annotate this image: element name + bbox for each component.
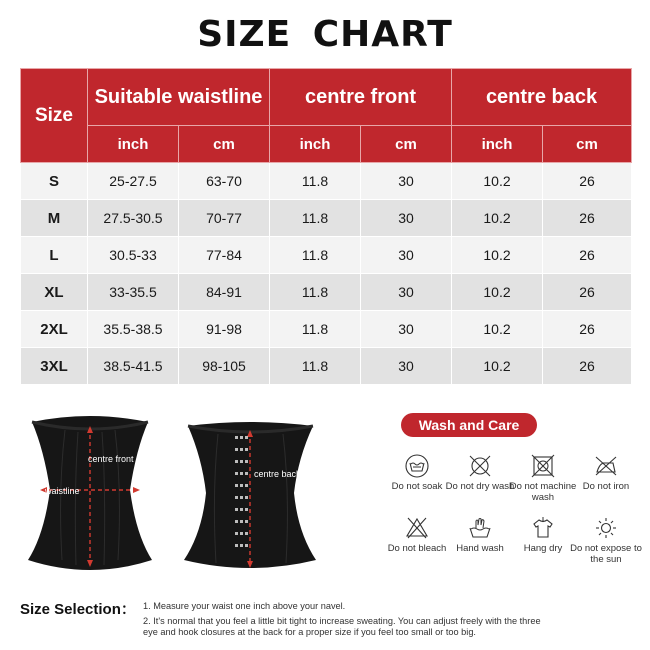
table-cell: 27.5-30.5 xyxy=(88,200,179,237)
table-cell: 11.8 xyxy=(270,163,361,200)
care-label: Hang dry xyxy=(523,543,563,554)
size-selection-title: Size Selection： xyxy=(20,601,136,618)
table-cell: 26 xyxy=(543,348,632,385)
centre-back-header: centre back xyxy=(452,69,632,126)
table-cell: 11.8 xyxy=(270,200,361,237)
size-cell: L xyxy=(21,237,88,274)
selection-note-1: 1. Measure your waist one inch above your navel. xyxy=(143,601,346,611)
table-row xyxy=(21,237,632,274)
table-cell: 35.5-38.5 xyxy=(88,311,179,348)
table-cell: 26 xyxy=(543,200,632,237)
table-cell: 30 xyxy=(361,311,452,348)
table-cell: 10.2 xyxy=(452,311,543,348)
table-cell: 25-27.5 xyxy=(88,163,179,200)
size-cell: M xyxy=(21,200,88,237)
back-garment-illustration xyxy=(178,418,323,578)
care-label: Do not dry wash xyxy=(445,481,515,492)
size-header: Size xyxy=(21,69,88,163)
table-cell: 30 xyxy=(361,237,452,274)
no-dry-wash-icon xyxy=(467,454,493,478)
waistline-label: waistline xyxy=(45,486,80,496)
care-label: Do not iron xyxy=(582,481,630,492)
table-cell: 91-98 xyxy=(179,311,270,348)
care-label: Do not expose to the sun xyxy=(570,543,642,565)
table-row xyxy=(21,200,632,237)
waistline-header: Suitable waistline xyxy=(88,69,270,126)
size-cell: XL xyxy=(21,274,88,311)
table-cell: 10.2 xyxy=(452,200,543,237)
table-cell: 30 xyxy=(361,274,452,311)
no-sun-icon xyxy=(593,516,619,540)
page-title: SIZE CHART xyxy=(197,14,453,55)
table-cell: 11.8 xyxy=(270,311,361,348)
table-cell: 26 xyxy=(543,163,632,200)
unit-header: inch xyxy=(452,126,543,163)
table-row xyxy=(21,348,632,385)
table-cell: 63-70 xyxy=(179,163,270,200)
wash-care-badge: Wash and Care xyxy=(401,413,537,437)
unit-header: inch xyxy=(88,126,179,163)
size-table-body xyxy=(21,163,632,385)
table-cell: 30.5-33 xyxy=(88,237,179,274)
table-cell: 70-77 xyxy=(179,200,270,237)
care-item-no-sun xyxy=(566,516,646,565)
table-cell: 30 xyxy=(361,200,452,237)
centre-front-label: centre front xyxy=(88,454,134,464)
table-row xyxy=(21,274,632,311)
unit-header: cm xyxy=(179,126,270,163)
hang-dry-icon xyxy=(530,516,556,540)
size-cell: 3XL xyxy=(21,348,88,385)
no-machine-wash-icon xyxy=(530,454,556,478)
no-soak-icon xyxy=(404,454,430,478)
table-cell: 10.2 xyxy=(452,348,543,385)
no-bleach-icon xyxy=(404,516,430,540)
size-cell: S xyxy=(21,163,88,200)
table-cell: 30 xyxy=(361,348,452,385)
care-label: Do not machine wash xyxy=(509,481,577,503)
size-chart-table xyxy=(20,68,632,385)
table-cell: 26 xyxy=(543,237,632,274)
table-cell: 33-35.5 xyxy=(88,274,179,311)
table-cell: 11.8 xyxy=(270,348,361,385)
table-cell: 11.8 xyxy=(270,274,361,311)
no-iron-icon xyxy=(593,454,619,478)
table-row xyxy=(21,311,632,348)
table-cell: 11.8 xyxy=(270,237,361,274)
unit-header: cm xyxy=(361,126,452,163)
size-cell: 2XL xyxy=(21,311,88,348)
table-row xyxy=(21,163,632,200)
table-cell: 98-105 xyxy=(179,348,270,385)
table-cell: 30 xyxy=(361,163,452,200)
table-cell: 10.2 xyxy=(452,237,543,274)
size-selection-notes xyxy=(143,601,543,639)
unit-header: cm xyxy=(543,126,632,163)
table-cell: 84-91 xyxy=(179,274,270,311)
care-item-no-iron xyxy=(566,454,646,492)
unit-header: inch xyxy=(270,126,361,163)
front-garment-illustration xyxy=(20,410,160,580)
table-cell: 10.2 xyxy=(452,163,543,200)
care-label: Hand wash xyxy=(456,543,504,554)
care-label: Do not soak xyxy=(391,481,443,492)
table-cell: 26 xyxy=(543,311,632,348)
table-cell: 77-84 xyxy=(179,237,270,274)
table-cell: 38.5-41.5 xyxy=(88,348,179,385)
hand-wash-icon xyxy=(467,516,493,540)
centre-back-label: centre back xyxy=(254,469,301,479)
centre-front-header: centre front xyxy=(270,69,452,126)
selection-note-2: 2. It's normal that you feel a little bit tight to increase sweating. You can adjust freely with the three eye and hook closures at the back for a proper size if you feel too small or too big. xyxy=(143,615,541,637)
table-cell: 10.2 xyxy=(452,274,543,311)
table-cell: 26 xyxy=(543,274,632,311)
care-label: Do not bleach xyxy=(387,543,447,554)
